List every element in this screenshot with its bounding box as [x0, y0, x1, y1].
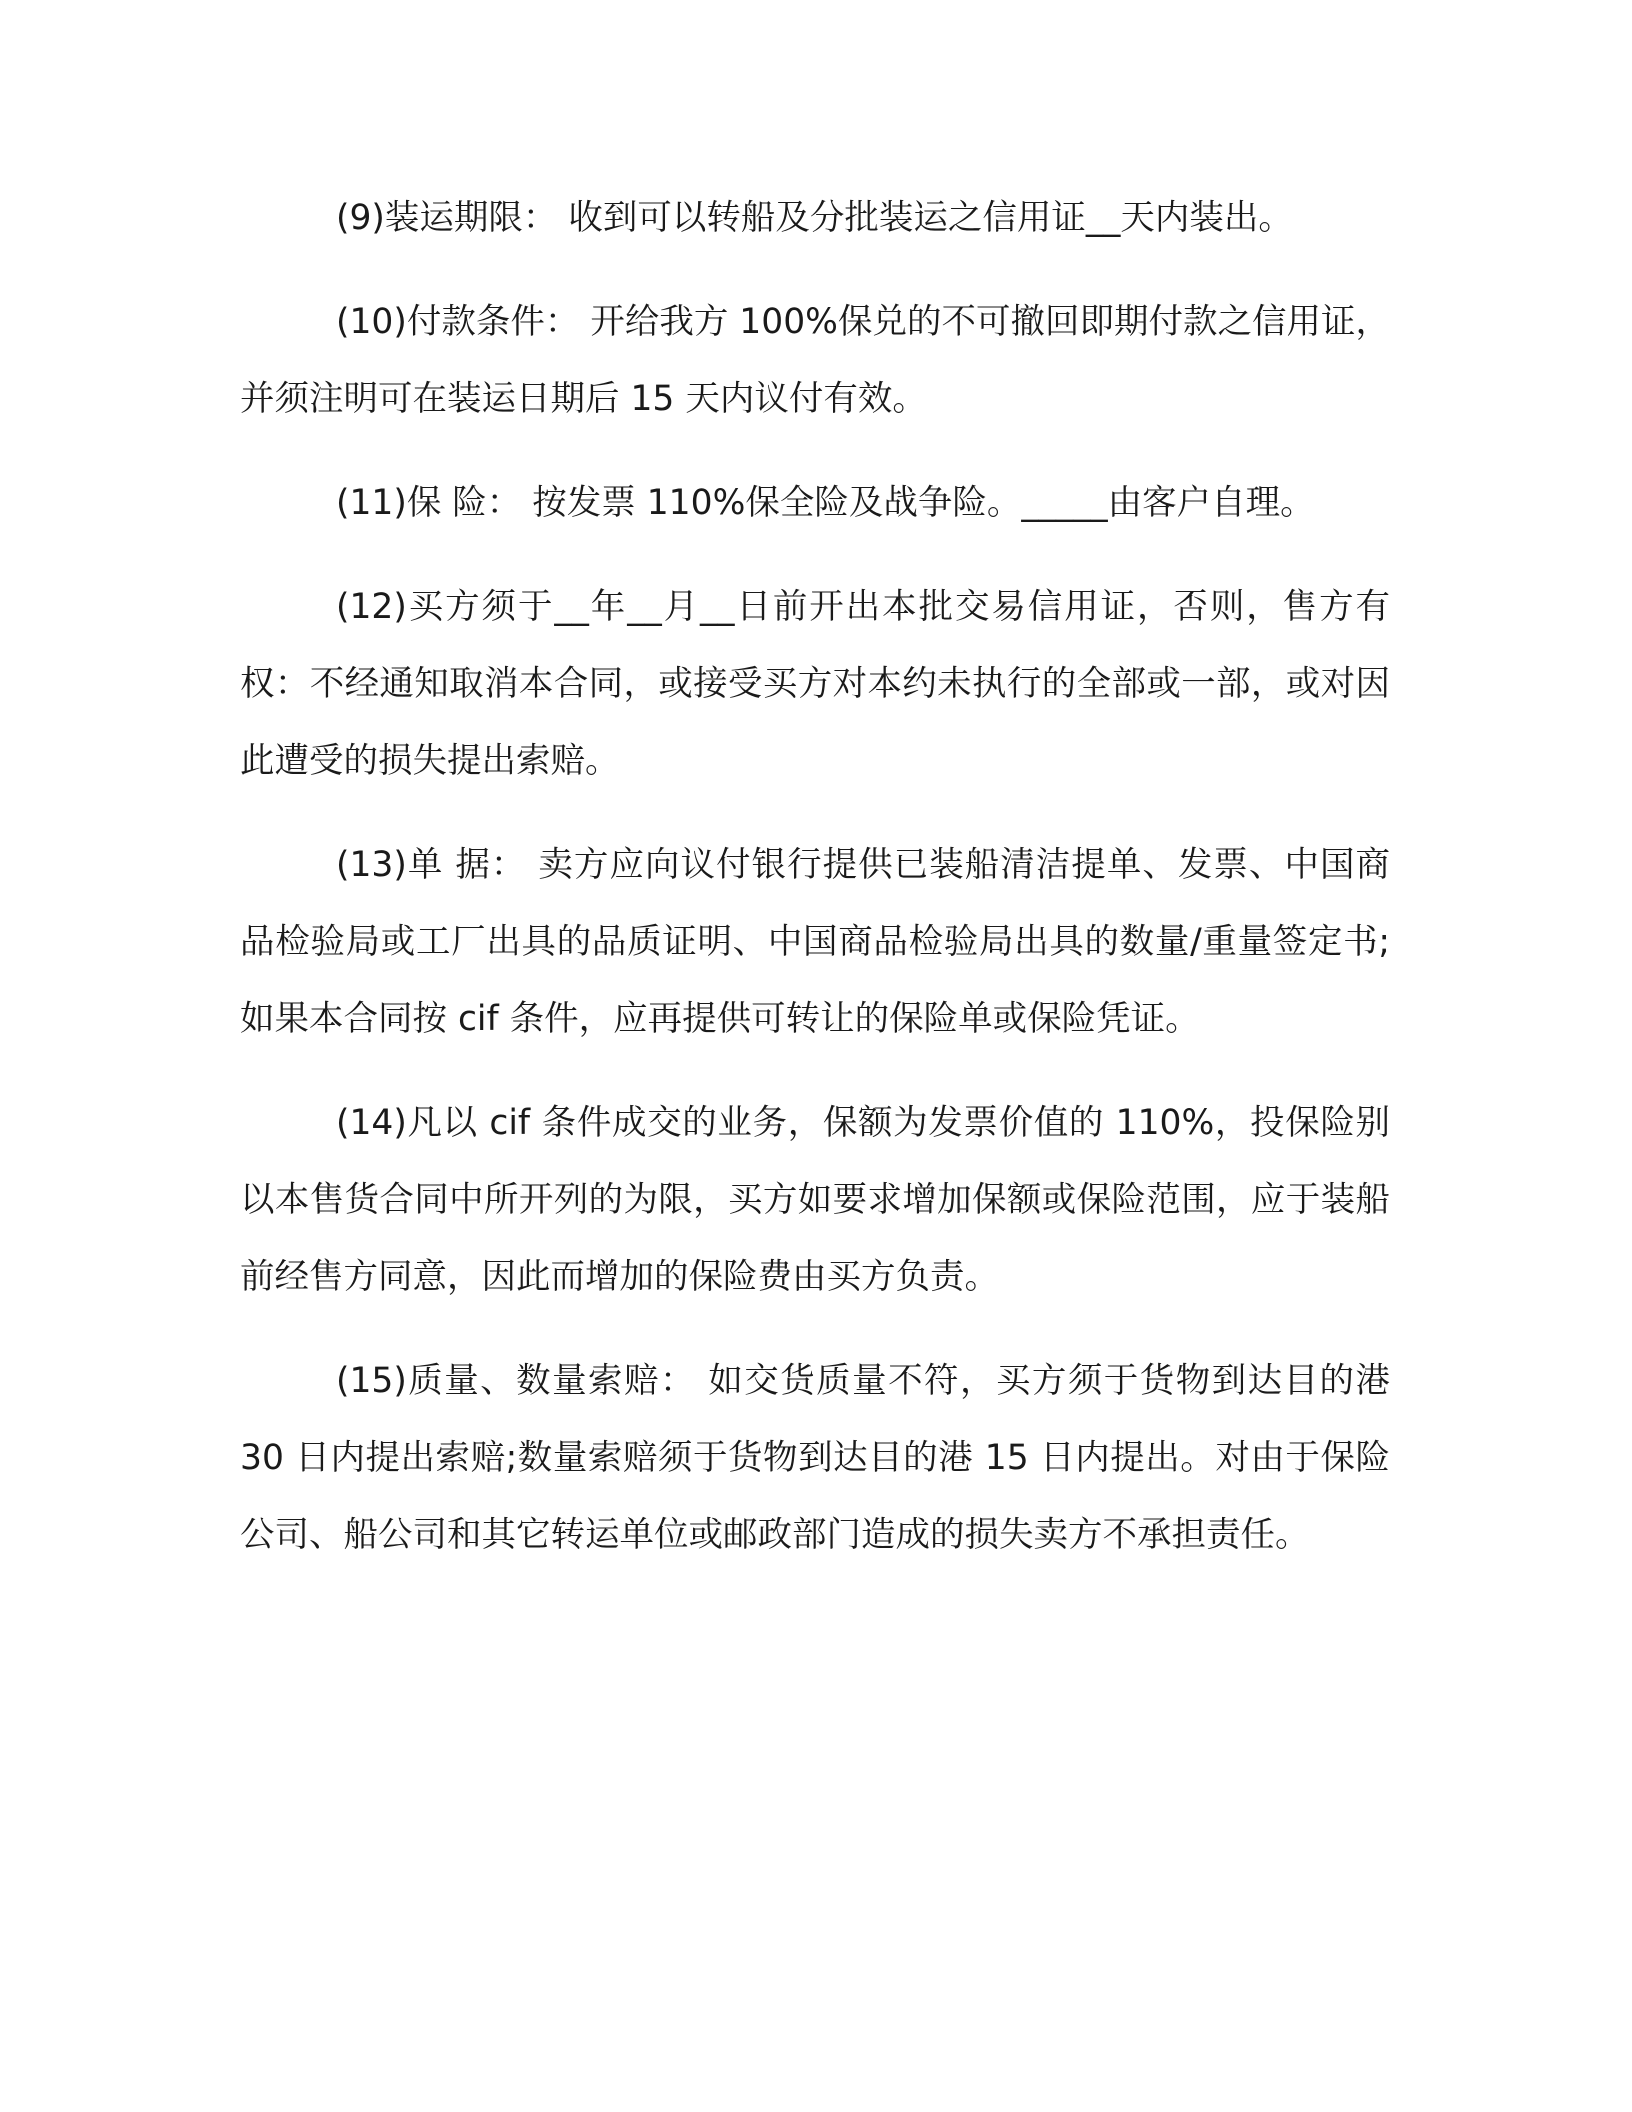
document-body	[240, 180, 1390, 1601]
clause-9-shipment-period: (9)装运期限： 收到可以转船及分批装运之信用证__天内装出。	[336, 198, 1293, 238]
clause-14-cif-insurance: (14)凡以 cif 条件成交的业务，保额为发票价值的 110%，投保险别以本售货合同中所开列的为限，买方如要求增加保额或保险范围，应于装船前经售方同意，因此而增加的保险费由买方负责。	[240, 1103, 1390, 1297]
clause-15-quality-quantity-claims: (15)质量、数量索赔： 如交货质量不符，买方须于货物到达目的港 30 日内提出索赔;数量索赔须于货物到达目的港 15 日内提出。对由于保险公司、船公司和其它转运单位或邮政部门造成的损失卖方不承担责任。	[240, 1361, 1390, 1555]
clause-11-insurance: (11)保 险： 按发票 110%保全险及战争险。_____由客户自理。	[336, 483, 1315, 523]
clause-10-payment-terms: (10)付款条件： 开给我方 100%保兑的不可撤回即期付款之信用证，并须注明可在装运日期后 15 天内议付有效。	[240, 302, 1390, 419]
clause-13-documents: (13)单 据： 卖方应向议付银行提供已装船清洁提单、发票、中国商品检验局或工厂出具的品质证明、中国商品检验局出具的数量/重量签定书;如果本合同按 cif 条件，应再提供可转让的保险单或保险凭证。	[240, 845, 1390, 1039]
clause-12-letter-of-credit-deadline: (12)买方须于__年__月__日前开出本批交易信用证，否则，售方有权：不经通知取消本合同，或接受买方对本约未执行的全部或一部，或对因此遭受的损失提出索赔。	[240, 587, 1390, 781]
